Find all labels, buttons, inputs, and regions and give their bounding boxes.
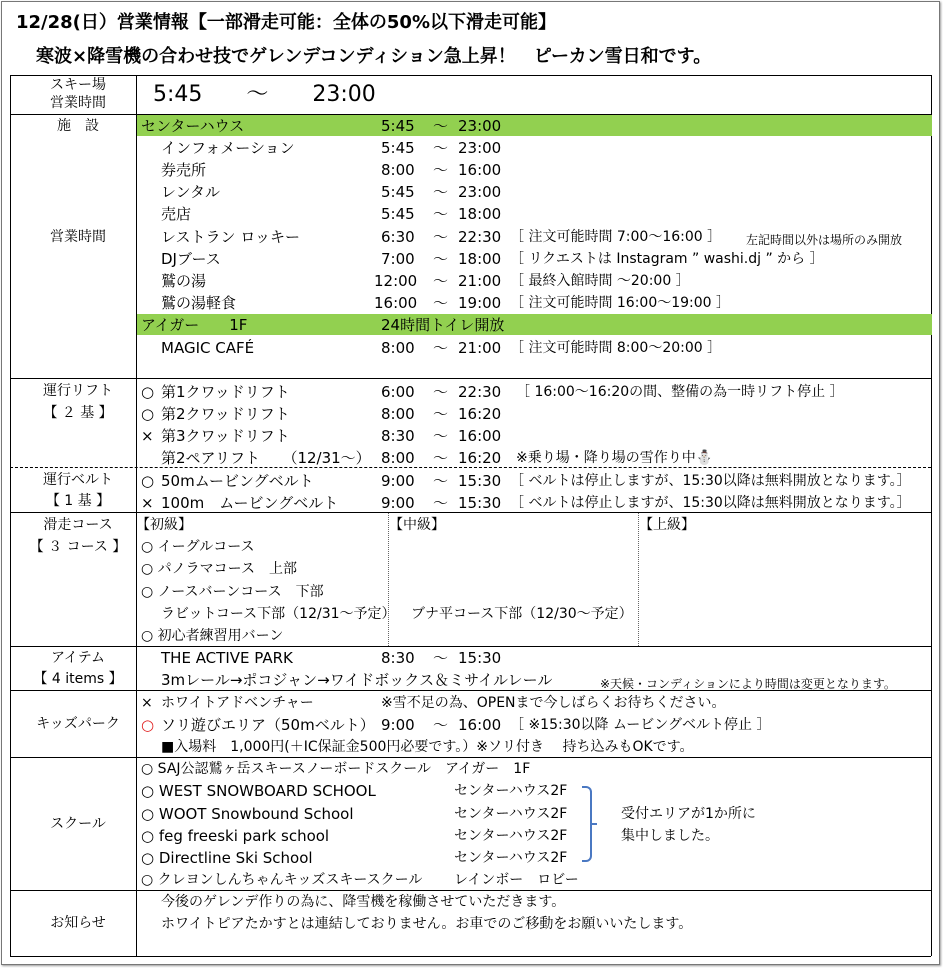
facility-note-small: 左記時間以外は場所のみ開放 — [746, 233, 903, 247]
course-advanced-header: 【上級】 — [639, 517, 695, 533]
facility-name: 鷲の湯軽食 — [161, 294, 237, 312]
facility-note: ［ 注文可能時間 7:00～16:00 ］ — [510, 229, 722, 245]
kids-sled-mark: ○ — [141, 716, 155, 734]
center-house-name: センターハウス — [141, 117, 245, 135]
school-item: ○ Directline Ski School — [141, 849, 313, 867]
courses-count: 【 ３ コース 】 — [29, 539, 127, 555]
eiger-name: アイガー 1F — [141, 316, 248, 334]
facility-name: 売店 — [161, 205, 192, 223]
facility-name: インフォメーション — [161, 139, 295, 157]
items-count: 【 4 items 】 — [33, 671, 123, 687]
facility-name: DJブース — [161, 250, 221, 268]
school-item: ○ WOOT Snowbound School — [141, 805, 354, 823]
magic-cafe-note: ［ 注文可能時間 8:00～20:00 ］ — [510, 340, 722, 356]
facilities-label: 施 設 — [57, 118, 99, 134]
school-place: センターハウス2F — [454, 850, 568, 866]
lift-name: 第3クワッドリフト — [161, 427, 290, 445]
lift-name: 第2ペアリフト （12/31～） — [161, 449, 371, 467]
school-note: 受付エリアが1か所に — [621, 806, 756, 822]
park-note: ※天候・コンディションにより時間は変更となります。 — [600, 677, 896, 691]
lift-note: ［ 16:00～16:20の間、整備の為一時リフト停止 ］ — [516, 384, 844, 400]
lifts-count: 【 ２ 基 】 — [43, 405, 113, 421]
items-label: アイテム — [50, 650, 106, 666]
belt-note: ［ ベルトは停止しますが、15:30以降は無料開放となります。］ — [510, 495, 911, 511]
school-item: ○ WEST SNOWBOARD SCHOOL — [141, 782, 376, 800]
school-brace-icon — [582, 786, 592, 862]
ski-hours-label-2: 営業時間 — [50, 95, 106, 111]
kids-label: キッズパーク — [36, 716, 120, 732]
park-rails: 3mレール→ポコジャン→ワイドボックス＆ミサイルレール — [161, 671, 553, 689]
lift-name: 第2クワッドリフト — [161, 405, 290, 423]
lift-note: ※乗り場・降り場の雪作り中⛄ — [516, 450, 714, 466]
courses-label: 滑走コース — [43, 517, 113, 533]
belts-count: 【 1 基 】 — [45, 493, 111, 509]
school-place: センターハウス2F — [454, 783, 568, 799]
kids-sled-note: ［ ※15:30以降 ムービングベルト停止 ］ — [510, 717, 771, 733]
course-intermediate-header: 【中級】 — [389, 517, 445, 533]
kids-adventure-note: ※雪不足の為、OPENまで今しばらくお待ちください。 — [381, 695, 726, 711]
course-beginner-header: 【初級】 — [136, 517, 192, 533]
lift-mark: ○ — [141, 405, 155, 423]
notice-label: お知らせ — [50, 915, 106, 931]
course-item: ○ パノラマコース 上部 — [141, 561, 297, 577]
lift-name: 第1クワッドリフト — [161, 383, 290, 401]
lifts-label: 運行リフト — [43, 383, 113, 399]
school-item: ○ クレヨンしんちゃんキッズスキースクール — [141, 872, 423, 888]
facility-note: ［ 注文可能時間 16:00～19:00 ］ — [510, 295, 731, 311]
kids-mark: × — [141, 695, 153, 711]
school-label: スクール — [50, 816, 106, 832]
ski-hours-label: スキー場 — [50, 77, 106, 93]
lift-mark: ○ — [141, 383, 155, 401]
school-place: センターハウス2F — [454, 806, 568, 822]
course-item: ○ 初心者練習用バーン — [141, 628, 284, 644]
facility-name: 券売所 — [161, 161, 207, 179]
notice-line: 今後のゲレンデ作りの為に、降雪機を稼働させていただきます。 — [161, 894, 566, 910]
school-note-2: 集中しました。 — [621, 828, 719, 844]
facility-note: ［ 最終入館時間 ～20:00 ］ — [510, 273, 690, 289]
center-house-highlight — [137, 115, 932, 136]
course-item-intermediate: ブナ平コース下部（12/30～予定） — [411, 606, 633, 622]
eiger-highlight — [137, 314, 932, 335]
center-house-start: 5:45 — [381, 117, 415, 135]
page-title: 12/28(日）営業情報【一部滑走可能：全体の50%以下滑走可能】 — [16, 12, 556, 33]
ski-hours-value: 5:45 ～ 23:00 — [153, 82, 376, 107]
center-house-end: 23:00 — [458, 117, 502, 135]
course-item: ラビットコース下部（12/31～予定） — [161, 606, 396, 622]
facility-note: ［ リクエストは Instagram ” washi.dj ” から ］ — [510, 251, 824, 267]
page-subtitle: 寒波×降雪機の合わせ技でゲレンデコンディション急上昇！ ピーカン雪日和です。 — [36, 46, 712, 67]
park-name: THE ACTIVE PARK — [161, 649, 293, 667]
kids-adventure: ホワイトアドベンチャー — [161, 695, 314, 711]
school-item: ○ SAJ公認鷲ヶ岳スキースノーボードスクール アイガー 1F — [141, 761, 531, 777]
facility-name: 鷲の湯 — [161, 272, 207, 290]
notice-line: ホワイトピアたかすとは連結しておりません。お車でのご移動をお願いいたします。 — [161, 916, 693, 932]
kids-fee: ■入場料 1,000円(＋IC保証金500円必要です。）※ソリ付き 持ち込みもOKです。 — [161, 739, 694, 755]
facilities-hours-label: 営業時間 — [50, 229, 106, 245]
facility-name: レストラン ロッキー — [161, 228, 301, 246]
school-item: ○ feg freeski park school — [141, 827, 330, 845]
kids-sled: ソリ遊びエリア（50mベルト） — [161, 716, 375, 734]
belt-note: ［ ベルトは停止しますが、15:30以降は無料開放となります。］ — [510, 473, 911, 489]
magic-cafe-name: MAGIC CAFÉ — [161, 339, 255, 357]
belt-name: 100m ムービングベルト — [161, 494, 339, 512]
eiger-note: 24時間トイレ開放 — [381, 316, 505, 334]
facility-name: レンタル — [161, 183, 221, 201]
belt-mark: ○ — [141, 472, 155, 490]
lift-mark: × — [141, 427, 154, 445]
course-item: ○ イーグルコース — [141, 539, 255, 555]
belt-name: 50mムービングベルト — [161, 472, 314, 490]
school-place: センターハウス2F — [454, 828, 568, 844]
school-place: レインボー ロビー — [454, 872, 579, 888]
course-item: ○ ノースバーンコース 下部 — [141, 584, 324, 600]
belts-label: 運行ベルト — [43, 472, 113, 488]
belt-mark: × — [141, 494, 154, 512]
